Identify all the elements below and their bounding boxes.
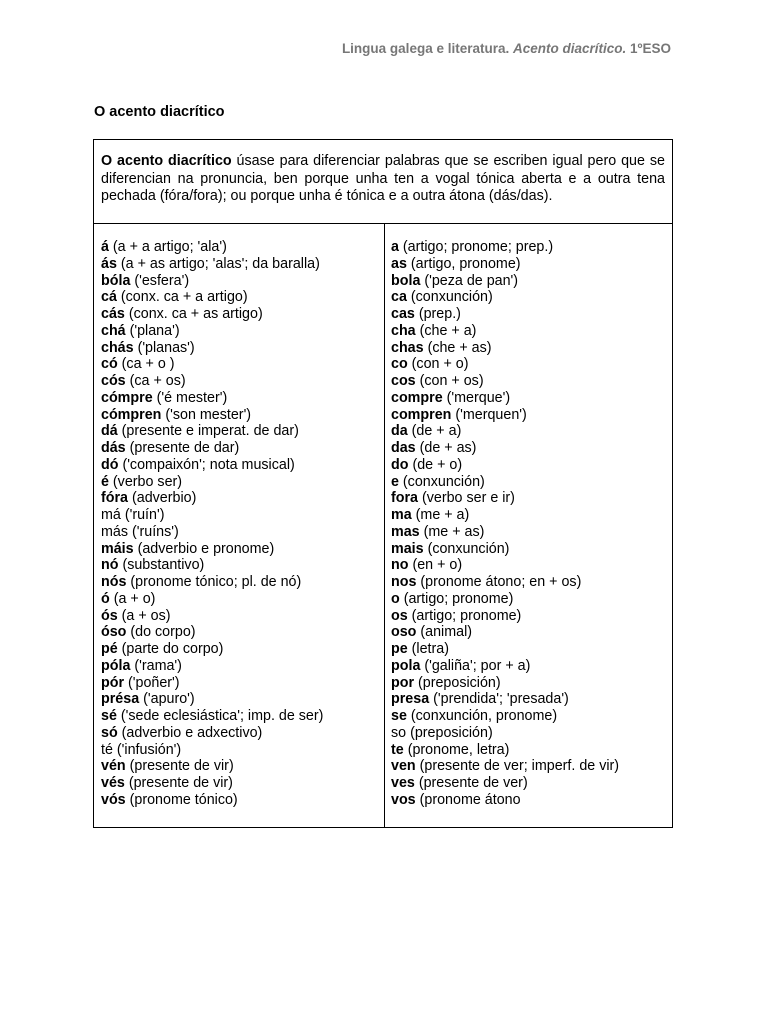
word-entry [101,407,323,424]
entry-word: más [101,523,129,540]
word-entry [101,557,323,574]
entry-word: fóra [101,490,129,507]
entry-gloss: (me + as) [419,523,485,540]
word-entry [101,340,323,357]
entry-gloss: (che + as) [423,339,492,356]
word-entry [391,524,619,541]
word-entry [391,591,619,608]
word-entry [391,323,619,340]
entry-gloss: (conx. ca + a artigo) [116,289,248,306]
page-header [342,41,671,56]
word-entry [101,725,323,742]
word-entry [391,340,619,357]
word-entry [101,524,323,541]
entry-gloss: (conxunción) [398,473,485,490]
entry-word: té [101,741,113,758]
entry-word: présa [101,691,140,708]
word-entry [391,691,619,708]
entry-gloss: (artigo; pronome) [407,607,522,624]
entry-word: do [391,456,409,473]
entry-word: so [391,724,407,741]
word-entry [391,507,619,524]
entry-gloss: ('merque') [442,389,511,406]
entry-gloss: ('rama') [130,657,182,674]
word-entry [101,792,323,809]
entry-word: ven [391,758,416,775]
word-entry [391,708,619,725]
entry-word: mais [391,540,424,557]
entry-word: dás [101,440,126,456]
word-entry [101,708,323,725]
word-entry [391,775,619,792]
word-entry [391,675,619,692]
entry-gloss: (en + o) [408,557,463,574]
entry-word: nos [391,574,417,590]
word-entry [391,457,619,474]
entry-gloss: (presente de vir) [124,775,233,791]
column-divider [384,224,385,827]
entry-word: fora [391,490,419,507]
entry-word: no [391,557,409,574]
word-entry [391,306,619,323]
entry-gloss: (letra) [407,641,449,657]
word-entry [391,641,619,658]
entry-gloss: ('merquen') [451,406,527,423]
accented-words-column [101,239,323,809]
entry-word: bola [391,272,421,289]
word-entry [391,390,619,407]
entry-word: das [391,440,416,456]
entry-gloss: ('infusión') [112,741,182,758]
entry-word: ó [101,590,110,607]
entry-gloss: (conx. ca + as artigo) [124,306,263,322]
entry-word: por [391,674,415,691]
entry-word: a [391,239,399,255]
word-entry [101,591,323,608]
entry-word: cás [101,306,125,322]
entry-gloss: (substantivo) [118,557,205,574]
entry-gloss: (conxunción) [423,540,510,557]
entry-word: dó [101,456,119,473]
entry-word: as [391,255,407,272]
entry-gloss: ('sede eclesiástica'; imp. de ser) [116,708,324,724]
entry-word: cha [391,322,416,339]
entry-gloss: ('peza de pan') [420,272,519,289]
entry-gloss: (parte do corpo) [117,641,224,657]
entry-gloss: (che + a) [415,322,477,339]
entry-gloss: (de + as) [415,440,477,456]
entry-word: só [101,724,118,741]
entry-gloss: (pronome átono [415,791,521,808]
entry-word: máis [101,540,134,557]
entry-word: cos [391,373,416,389]
header-level: 1ºESO [630,41,671,56]
entry-gloss: ('esfera') [130,272,190,289]
entry-word: mas [391,523,420,540]
entry-word: có [101,356,118,373]
entry-gloss: (presente de dar) [125,440,240,456]
word-entry [101,691,323,708]
entry-word: da [391,423,408,440]
word-entry [101,608,323,625]
word-entry [391,658,619,675]
entry-word: cas [391,306,415,322]
entry-word: pe [391,641,408,657]
entry-word: cós [101,373,126,389]
word-entry [101,440,323,457]
entry-word: ós [101,607,118,624]
entry-word: nó [101,557,119,574]
entry-gloss: (pronome tónico) [125,791,238,808]
word-entry [391,273,619,290]
entry-word: chás [101,339,134,356]
entry-word: cá [101,289,117,306]
word-columns [94,224,672,827]
word-entry [391,407,619,424]
word-entry [101,323,323,340]
intro-term: O acento diacrítico [101,153,232,169]
entry-gloss: (adverbio e pronome) [133,540,275,557]
entry-word: pór [101,674,125,691]
entry-word: má [101,507,121,523]
entry-word: á [101,239,109,255]
entry-gloss: (me + a) [411,507,470,523]
entry-word: póla [101,657,131,674]
word-entry [391,742,619,759]
entry-gloss: (de + o) [408,456,463,473]
entry-gloss: ('plana') [125,322,180,339]
word-entry [391,256,619,273]
word-entry [101,289,323,306]
entry-gloss: (presente de vir) [125,758,234,775]
entry-gloss: (verbo ser) [108,473,183,490]
entry-gloss: (a + o) [109,590,156,607]
entry-word: ca [391,289,407,306]
word-entry [101,474,323,491]
entry-gloss: (preposición) [406,724,493,741]
entry-word: presa [391,691,430,708]
word-entry [391,608,619,625]
entry-gloss: (pronome átono; en + os) [416,574,582,590]
entry-word: os [391,607,408,624]
word-entry [101,256,323,273]
word-entry [391,356,619,373]
word-entry [101,373,323,390]
word-entry [391,239,619,256]
entry-word: ás [101,255,117,272]
entry-gloss: (adverbio) [128,490,197,507]
entry-gloss: (presente e imperat. de dar) [117,423,299,440]
entry-word: vés [101,775,125,791]
word-entry [391,490,619,507]
entry-gloss: (ca + os) [125,373,186,389]
entry-word: te [391,741,404,758]
entry-gloss: (ca + o ) [117,356,175,373]
entry-gloss: (preposición) [414,674,501,691]
entry-gloss: (presente de ver) [414,775,528,791]
entry-gloss: (de + a) [407,423,462,440]
word-entry [101,574,323,591]
word-entry [101,675,323,692]
entry-gloss: (conxunción, pronome) [406,708,558,724]
entry-word: vos [391,791,416,808]
diacritic-table [93,139,673,828]
word-entry [101,742,323,759]
word-entry [101,541,323,558]
word-entry [101,490,323,507]
word-entry [101,758,323,775]
entry-gloss: ('poñer') [124,674,180,691]
entry-word: pé [101,641,118,657]
entry-gloss: (presente de ver; imperf. de vir) [415,758,620,775]
word-entry [391,289,619,306]
entry-word: ma [391,507,412,523]
word-entry [391,423,619,440]
word-entry [101,239,323,256]
entry-gloss: ('prendida'; 'presada') [429,691,569,708]
entry-word: ves [391,775,415,791]
word-entry [391,792,619,809]
word-entry [391,624,619,641]
entry-gloss: ('compaixón'; nota musical) [118,456,295,473]
entry-gloss: (pronome, letra) [403,741,510,758]
word-entry [391,474,619,491]
entry-gloss: (artigo; pronome) [399,590,514,607]
header-topic: Acento diacrítico. [513,41,627,56]
word-entry [101,775,323,792]
intro-text: úsase para diferenciar palabras que se escriben igual pero que se diferencian na pronuncia, ben porque unha ten a vogal tónica aberta e a outra tena pechada (fóra/fora); ou porque unha é tónica e a outra átona (dás/das). [101,153,665,204]
entry-word: dá [101,423,118,440]
entry-gloss: ('apuro') [139,691,195,708]
entry-word: chá [101,322,126,339]
entry-gloss: (animal) [416,624,473,641]
entry-word: chas [391,339,424,356]
entry-word: nós [101,574,127,590]
entry-word: vós [101,791,126,808]
entry-gloss: (conxunción) [406,289,493,306]
header-course: Lingua galega e literatura. [341,41,510,56]
entry-gloss: (con + os) [415,373,484,389]
entry-word: co [391,356,408,373]
entry-gloss: (prep.) [414,306,461,322]
entry-word: é [101,473,109,490]
word-entry [391,725,619,742]
entry-gloss: (do corpo) [126,624,196,641]
word-entry [391,373,619,390]
entry-word: o [391,590,400,607]
word-entry [101,306,323,323]
word-entry [391,557,619,574]
page-title: O acento diacrítico [94,104,225,120]
entry-gloss: ('galiña'; por + a) [420,657,531,674]
entry-word: sé [101,708,117,724]
entry-word: compren [391,406,452,423]
entry-gloss: ('planas') [133,339,195,356]
entry-word: oso [391,624,417,641]
word-entry [101,507,323,524]
entry-gloss: (verbo ser e ir) [418,490,515,507]
entry-word: óso [101,624,127,641]
entry-word: se [391,708,407,724]
word-entry [101,423,323,440]
entry-gloss: (adverbio e adxectivo) [117,724,263,741]
unaccented-words-column [391,239,619,809]
intro-paragraph [94,140,672,224]
entry-gloss: (artigo, pronome) [406,255,521,272]
entry-gloss: (a + a artigo; 'ala') [108,239,227,255]
word-entry [391,440,619,457]
word-entry [391,574,619,591]
entry-word: compre [391,389,443,406]
word-entry [101,273,323,290]
word-entry [101,658,323,675]
entry-gloss: (pronome tónico; pl. de nó) [126,574,302,590]
entry-gloss: ('son mester') [161,406,252,423]
entry-word: vén [101,758,126,775]
entry-word: cómpre [101,389,153,406]
entry-gloss: (a + os) [117,607,171,624]
entry-gloss: (artigo; pronome; prep.) [398,239,554,255]
word-entry [391,758,619,775]
entry-word: e [391,473,399,490]
entry-gloss: (con + o) [407,356,469,373]
entry-gloss: (a + as artigo; 'alas'; da baralla) [116,255,320,272]
word-entry [101,624,323,641]
entry-word: pola [391,657,421,674]
entry-gloss: ('ruín') [120,507,165,523]
entry-word: cómpren [101,406,162,423]
entry-word: bóla [101,272,131,289]
entry-gloss: ('ruíns') [128,523,179,540]
word-entry [101,356,323,373]
word-entry [101,641,323,658]
word-entry [391,541,619,558]
word-entry [101,390,323,407]
entry-gloss: ('é mester') [152,389,228,406]
word-entry [101,457,323,474]
